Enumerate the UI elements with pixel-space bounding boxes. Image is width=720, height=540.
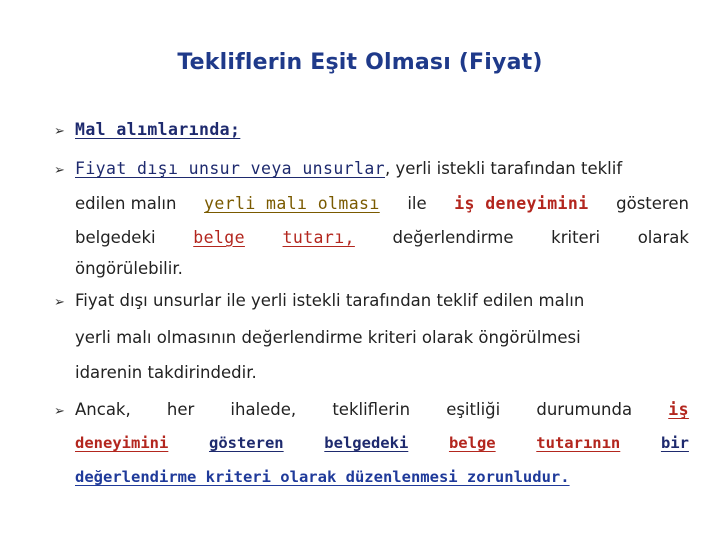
bullet-2-line-1 xyxy=(75,158,622,180)
emph-tutarinin: tutarının xyxy=(536,434,621,452)
text-segment: ihalede, xyxy=(230,400,297,419)
text-segment: idarenin takdirindedir. xyxy=(75,363,257,382)
bullet-2-line-3 xyxy=(75,227,689,249)
emph-belge: belge xyxy=(448,434,496,452)
bullet-4-line-2 xyxy=(75,432,689,454)
bullet-arrow-icon: ➢ xyxy=(54,404,65,419)
text-segment: yerli malı olmasının değerlendirme kriteri olarak öngörülmesi xyxy=(75,328,581,347)
emph-belge: belge xyxy=(193,228,245,247)
text-segment: gösteren xyxy=(616,194,689,213)
bullet-2-line-4 xyxy=(75,258,183,280)
text-segment: olarak xyxy=(637,228,689,247)
text-segment: Fiyat dışı unsurlar ile yerli istekli tarafından teklif edilen malın xyxy=(75,291,585,310)
emph-tutari: tutarı, xyxy=(282,228,355,247)
bullet-arrow-icon: ➢ xyxy=(54,124,65,139)
text-segment: öngörülebilir. xyxy=(75,259,183,278)
emph-fiyat-disi: Fiyat dışı unsur veya unsurlar xyxy=(75,159,386,178)
bullet-3-line-3 xyxy=(75,362,257,384)
text-segment: kriteri xyxy=(551,228,601,247)
bullet-arrow-icon: ➢ xyxy=(54,163,65,178)
slide-title: Tekliflerin Eşit Olması (Fiyat) xyxy=(177,50,543,75)
text-segment: , yerli istekli tarafından teklif xyxy=(385,159,623,178)
text-segment: eşitliği xyxy=(446,400,501,419)
text-segment: Ancak, xyxy=(75,400,131,419)
bullet-3-line-1 xyxy=(75,290,584,312)
bullet-4-line-1 xyxy=(75,399,689,421)
text-segment: ile xyxy=(407,194,427,213)
bullet-arrow-icon: ➢ xyxy=(54,295,65,310)
emph-is: iş xyxy=(668,400,689,419)
text-segment: belgedeki xyxy=(75,228,156,247)
emph-yerli-mali: yerli malı olması xyxy=(204,194,380,213)
emph-belgedeki: belgedeki xyxy=(324,434,409,452)
emph-gosteren: gösteren xyxy=(208,434,284,452)
emph-degerlendirme-zorunlu: değerlendirme kriteri olarak düzenlenmesi zorunludur. xyxy=(75,468,570,486)
text-segment: değerlendirme xyxy=(392,228,514,247)
bullet-4-line-3 xyxy=(75,466,570,488)
bullet-3-line-2 xyxy=(75,327,581,349)
bullet-2-line-2 xyxy=(75,193,689,215)
text-segment: edilen malın xyxy=(75,194,177,213)
emph-deneyimini: deneyimini xyxy=(75,434,169,452)
text-segment: her xyxy=(166,400,195,419)
text-segment: tekliflerin xyxy=(332,400,411,419)
emph-bir: bir xyxy=(660,434,689,452)
bullet-1-text: Mal alımlarında; xyxy=(75,120,241,139)
bullet-1 xyxy=(75,119,240,141)
emph-is-deneyimini: iş deneyimini xyxy=(454,194,589,213)
text-segment: durumunda xyxy=(536,400,633,419)
